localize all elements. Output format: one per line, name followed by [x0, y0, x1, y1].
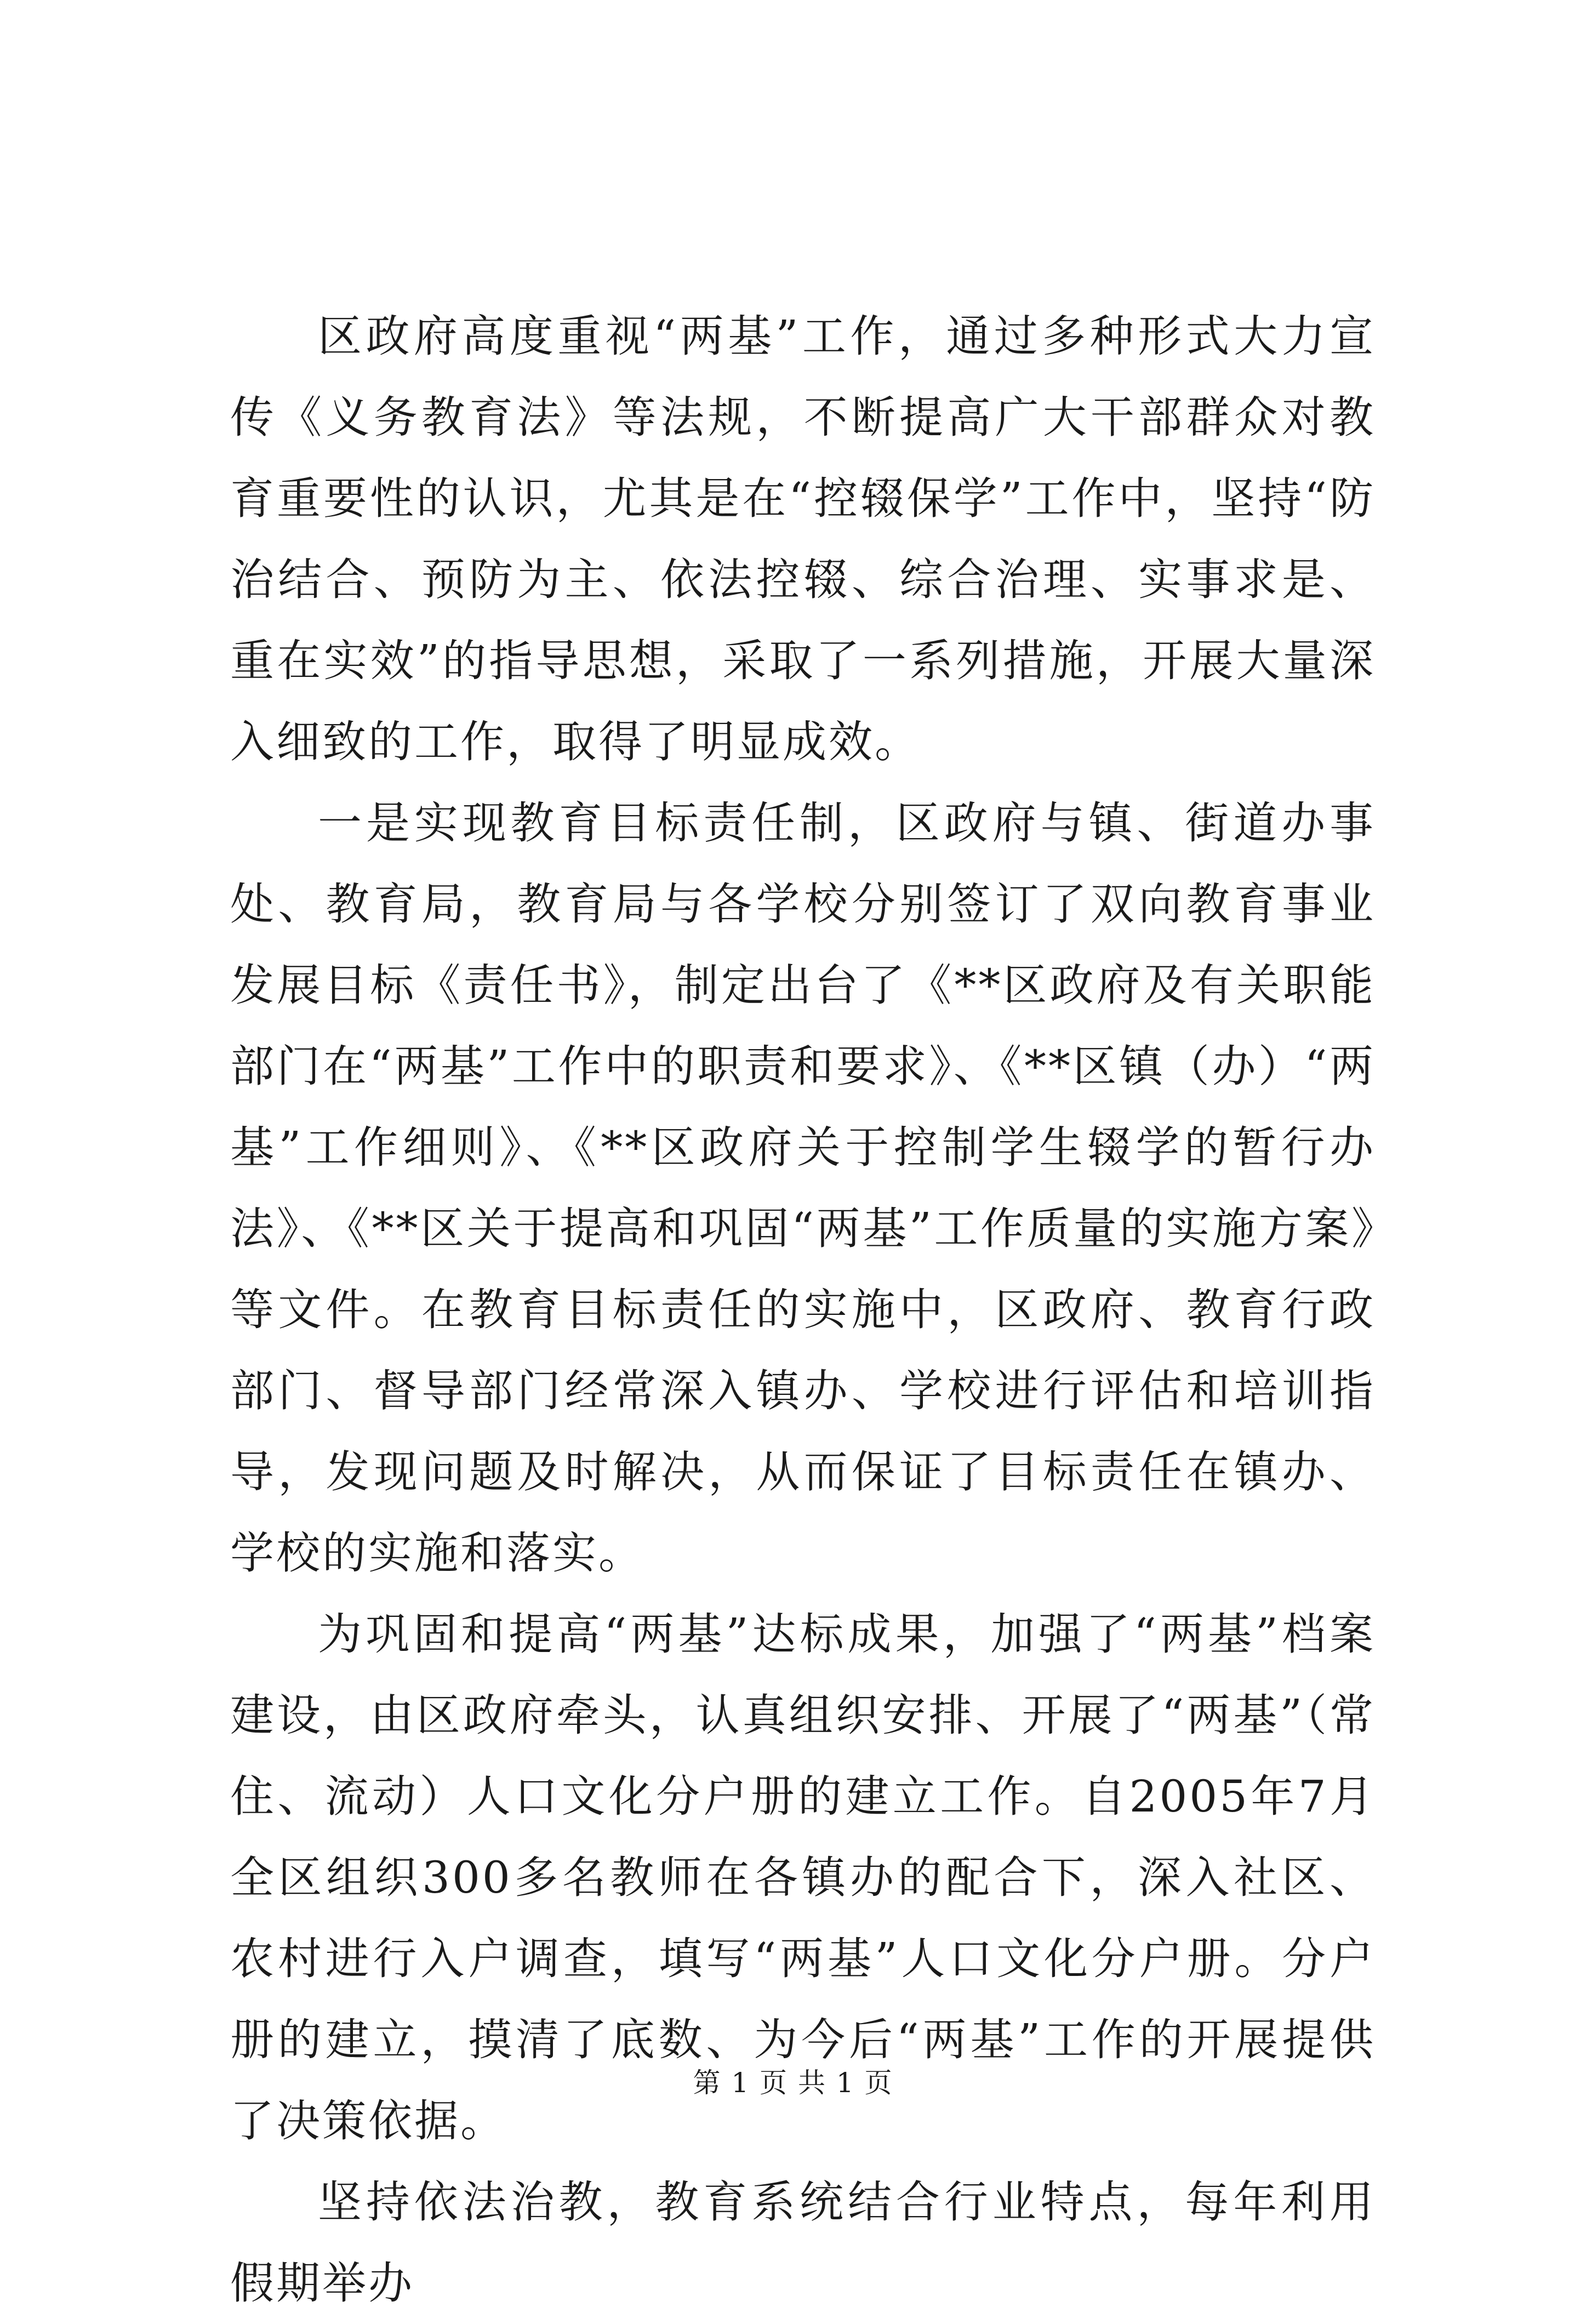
document-body [230, 296, 1376, 2324]
paragraph-4: 坚持依法治教，教育系统结合行业特点，每年利用假期举办 [230, 2177, 1376, 2309]
paragraph-3: 为巩固和提高“两基”达标成果，加强了“两基”档案建设，由区政府牵头，认真组织安排、开展了“两基”（常住、流动）人口文化分户册的建立工作。自2005年7月全区组织300多名教师在各镇办的配合下，深入社区、农村进行入户调查，填写“两基”人口文化分户册。分户册的建立，摸清了底数、为今后“两基”工作的开展提供了决策依据。 [230, 1609, 1376, 2146]
page-footer: 第 1 页 共 1 页 [693, 2067, 893, 2099]
paragraph-1: 区政府高度重视“两基”工作，通过多种形式大力宣传《义务教育法》等法规，不断提高广大干部群众对教育重要性的认识，尤其是在“控辍保学”工作中，坚持“防治结合、预防为主、依法控辍、综合治理、实事求是、重在实效”的指导思想，采取了一系列措施，开展大量深入细致的工作，取得了明显成效。 [230, 311, 1376, 767]
paragraph-2: 一是实现教育目标责任制，区政府与镇、街道办事处、教育局，教育局与各学校分别签订了双向教育事业发展目标《责任书》，制定出台了《**区政府及有关职能部门在“两基”工作中的职责和要求》、《**区镇（办）“两基”工作细则》、《**区政府关于控制学生辍学的暂行办法》、《**区关于提高和巩固“两基”工作质量的实施方案》等文件。在教育目标责任的实施中，区政府、教育行政部门、督导部门经常深入镇办、学校进行评估和培训指导，发现问题及时解决，从而保证了目标责任在镇办、学校的实施和落实。 [230, 798, 1376, 1579]
